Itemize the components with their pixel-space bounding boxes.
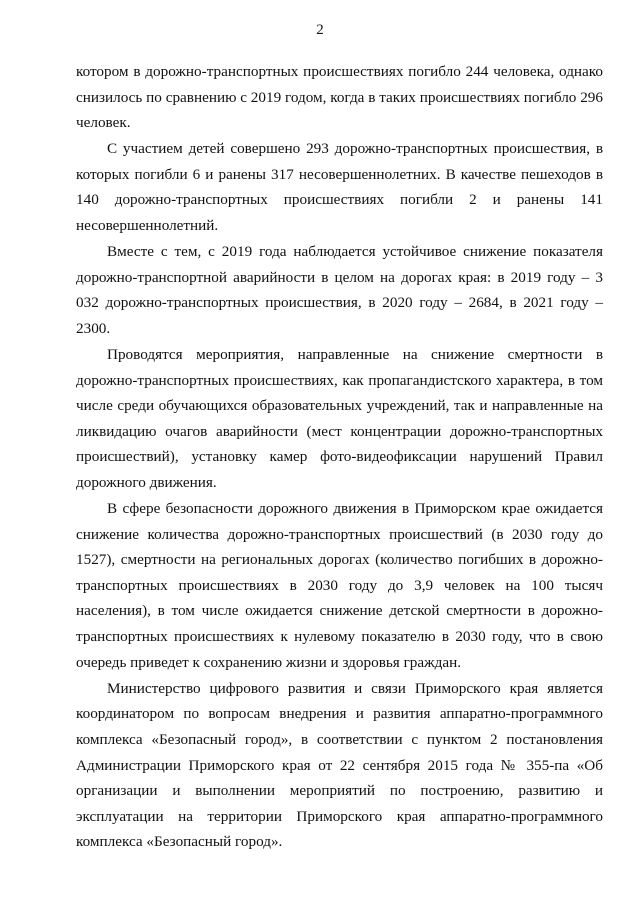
paragraph-children-accidents: С участием детей совершено 293 дорожно-транспортных происшествия, в которых погибли 6 и ранены 317 несовершеннолетних. В качестве пешеходов в 140 дорожно-транспортных происшествиях погибли 2 и ранены 141 несовершеннолетний. [76,140,603,235]
page-number: 2 [316,22,324,38]
document-body [76,59,603,855]
paragraph-expected-results: В сфере безопасности дорожного движения в Приморском крае ожидается снижение количества дорожно-транспортных происшествий (в 2030 году до 1527), смертности на региональных дорогах (количество погибших в дорожно-транспортных происшествиях в 2030 году до 3,9 человек на 100 тысяч населения), в том числе ожидается снижение детской смертности в дорожно-транспортных происшествиях к нулевому показателю в 2030 году, что в свою очередь приведет к сохранению жизни и здоровья граждан. [76,500,603,671]
paragraph-ministry-coordinator: Министерство цифрового развития и связи Приморского края является координатором по вопросам внедрения и развития аппаратно-программного комплекса «Безопасный город», в соответствии с пунктом 2 постановления Администрации Приморского края от 22 сентября 2015 года № 355-па «Об организации и выполнении мероприятий по построению, развитию и эксплуатации на территории Приморского края аппаратно-программного комплекса «Безопасный город». [76,679,603,851]
paragraph-accident-trend: Вместе с тем, с 2019 года наблюдается устойчивое снижение показателя дорожно-транспортной аварийности в целом на дорогах края: в 2019 году – 3 032 дорожно-транспортных происшествия, в 2020 году – 2684, в 2021 году – 2300. [76,243,603,337]
paragraph-measures: Проводятся мероприятия, направленные на снижение смертности в дорожно-транспортных происшествиях, как пропагандистского характера, в том числе среди обучающихся образовательных учреждений, так и направленные на ликвидацию очагов аварийности (мест концентрации дорожно-транспортных происшествий), установку камер фото-видеофиксации нарушений Правил дорожного движения. [76,346,603,491]
paragraph-continuation: котором в дорожно-транспортных происшествиях погибло 244 человека, однако снизилось по сравнению с 2019 годом, когда в таких происшествиях погибло 296 человек. [76,63,603,132]
